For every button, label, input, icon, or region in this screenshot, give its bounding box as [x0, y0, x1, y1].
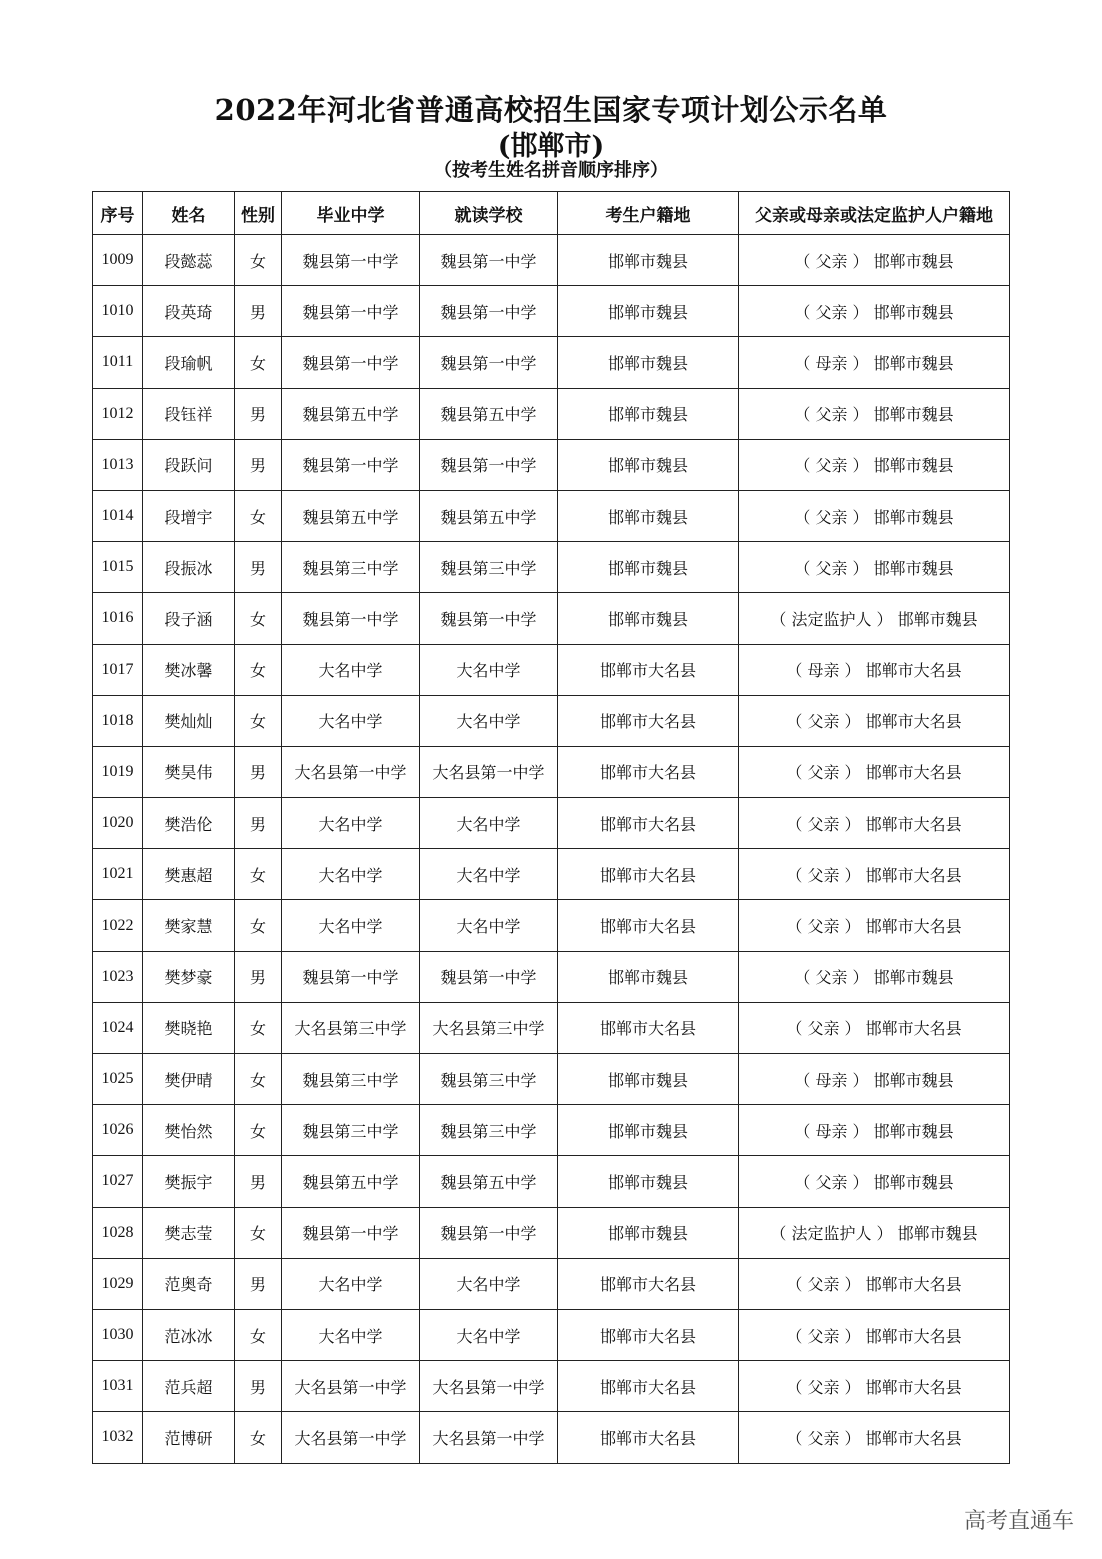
column-header: 考生户籍地	[558, 192, 739, 235]
graduation-school-cell: 魏县第一中学	[282, 235, 420, 286]
serial-cell: 1015	[93, 542, 143, 593]
guardian-registration-cell: （ 父亲 ） 邯郸市魏县	[739, 235, 1010, 286]
graduation-school-cell: 魏县第一中学	[282, 951, 420, 1002]
gender-cell: 男	[235, 1361, 282, 1412]
name-cell: 段钰祥	[143, 388, 235, 439]
household-registration-cell: 邯郸市魏县	[558, 388, 739, 439]
current-school-cell: 魏县第三中学	[420, 542, 558, 593]
table-row	[93, 1002, 1010, 1053]
column-header: 性别	[235, 192, 282, 235]
household-registration-cell: 邯郸市大名县	[558, 1361, 739, 1412]
guardian-registration-cell: （ 母亲 ） 邯郸市魏县	[739, 337, 1010, 388]
household-registration-cell: 邯郸市大名县	[558, 644, 739, 695]
gender-cell: 男	[235, 798, 282, 849]
serial-cell: 1027	[93, 1156, 143, 1207]
table-row	[93, 951, 1010, 1002]
gender-cell: 女	[235, 1207, 282, 1258]
column-header: 毕业中学	[282, 192, 420, 235]
serial-cell: 1016	[93, 593, 143, 644]
graduation-school-cell: 魏县第一中学	[282, 439, 420, 490]
guardian-registration-cell: （ 父亲 ） 邯郸市魏县	[739, 439, 1010, 490]
column-header: 序号	[93, 192, 143, 235]
serial-cell: 1012	[93, 388, 143, 439]
graduation-school-cell: 大名中学	[282, 849, 420, 900]
serial-cell: 1030	[93, 1309, 143, 1360]
name-cell: 樊灿灿	[143, 695, 235, 746]
serial-cell: 1017	[93, 644, 143, 695]
current-school-cell: 魏县第三中学	[420, 1105, 558, 1156]
household-registration-cell: 邯郸市魏县	[558, 235, 739, 286]
gender-cell: 男	[235, 1258, 282, 1309]
table-row	[93, 849, 1010, 900]
table-row	[93, 439, 1010, 490]
table-row	[93, 746, 1010, 797]
household-registration-cell: 邯郸市大名县	[558, 695, 739, 746]
household-registration-cell: 邯郸市魏县	[558, 542, 739, 593]
graduation-school-cell: 魏县第一中学	[282, 1207, 420, 1258]
name-cell: 樊怡然	[143, 1105, 235, 1156]
guardian-registration-cell: （ 父亲 ） 邯郸市大名县	[739, 1412, 1010, 1463]
serial-cell: 1019	[93, 746, 143, 797]
current-school-cell: 大名县第一中学	[420, 746, 558, 797]
name-cell: 樊惠超	[143, 849, 235, 900]
current-school-cell: 大名中学	[420, 1309, 558, 1360]
gender-cell: 男	[235, 542, 282, 593]
table-row	[93, 337, 1010, 388]
graduation-school-cell: 大名县第三中学	[282, 1002, 420, 1053]
table-row	[93, 490, 1010, 541]
graduation-school-cell: 大名中学	[282, 1258, 420, 1309]
current-school-cell: 魏县第一中学	[420, 235, 558, 286]
name-cell: 段英琦	[143, 286, 235, 337]
household-registration-cell: 邯郸市魏县	[558, 1105, 739, 1156]
table-row	[93, 1258, 1010, 1309]
gender-cell: 男	[235, 388, 282, 439]
graduation-school-cell: 大名中学	[282, 695, 420, 746]
serial-cell: 1024	[93, 1002, 143, 1053]
guardian-registration-cell: （ 父亲 ） 邯郸市大名县	[739, 1258, 1010, 1309]
guardian-registration-cell: （ 父亲 ） 邯郸市大名县	[739, 695, 1010, 746]
gender-cell: 男	[235, 746, 282, 797]
gender-cell: 女	[235, 1412, 282, 1463]
household-registration-cell: 邯郸市大名县	[558, 798, 739, 849]
watermark-text: 高考直通车	[963, 1509, 1074, 1534]
table-row	[93, 542, 1010, 593]
gender-cell: 女	[235, 1309, 282, 1360]
gender-cell: 男	[235, 286, 282, 337]
current-school-cell: 大名中学	[420, 644, 558, 695]
guardian-registration-cell: （ 母亲 ） 邯郸市大名县	[739, 644, 1010, 695]
household-registration-cell: 邯郸市大名县	[558, 1309, 739, 1360]
household-registration-cell: 邯郸市魏县	[558, 1054, 739, 1105]
current-school-cell: 魏县第五中学	[420, 1156, 558, 1207]
graduation-school-cell: 魏县第三中学	[282, 1054, 420, 1105]
name-cell: 段振冰	[143, 542, 235, 593]
column-header: 就读学校	[420, 192, 558, 235]
graduation-school-cell: 大名县第一中学	[282, 1412, 420, 1463]
gender-cell: 女	[235, 593, 282, 644]
name-cell: 樊浩伦	[143, 798, 235, 849]
graduation-school-cell: 魏县第一中学	[282, 286, 420, 337]
name-cell: 段增宇	[143, 490, 235, 541]
table-row	[93, 1105, 1010, 1156]
current-school-cell: 魏县第一中学	[420, 593, 558, 644]
gender-cell: 女	[235, 235, 282, 286]
name-cell: 樊家慧	[143, 900, 235, 951]
serial-cell: 1028	[93, 1207, 143, 1258]
current-school-cell: 大名中学	[420, 798, 558, 849]
guardian-registration-cell: （ 父亲 ） 邯郸市大名县	[739, 1002, 1010, 1053]
guardian-registration-cell: （ 父亲 ） 邯郸市大名县	[739, 900, 1010, 951]
graduation-school-cell: 魏县第一中学	[282, 337, 420, 388]
graduation-school-cell: 大名中学	[282, 1309, 420, 1360]
guardian-registration-cell: （ 父亲 ） 邯郸市魏县	[739, 388, 1010, 439]
current-school-cell: 大名中学	[420, 695, 558, 746]
name-cell: 樊振宇	[143, 1156, 235, 1207]
table-row	[93, 1207, 1010, 1258]
table-row	[93, 1361, 1010, 1412]
table-row	[93, 388, 1010, 439]
serial-cell: 1013	[93, 439, 143, 490]
current-school-cell: 大名中学	[420, 849, 558, 900]
household-registration-cell: 邯郸市大名县	[558, 1258, 739, 1309]
household-registration-cell: 邯郸市魏县	[558, 286, 739, 337]
serial-cell: 1021	[93, 849, 143, 900]
guardian-registration-cell: （ 父亲 ） 邯郸市魏县	[739, 951, 1010, 1002]
serial-cell: 1009	[93, 235, 143, 286]
table-row	[93, 900, 1010, 951]
name-cell: 樊志莹	[143, 1207, 235, 1258]
name-cell: 樊冰馨	[143, 644, 235, 695]
guardian-registration-cell: （ 父亲 ） 邯郸市大名县	[739, 1361, 1010, 1412]
household-registration-cell: 邯郸市魏县	[558, 490, 739, 541]
current-school-cell: 魏县第一中学	[420, 286, 558, 337]
household-registration-cell: 邯郸市大名县	[558, 1412, 739, 1463]
column-header: 姓名	[143, 192, 235, 235]
guardian-registration-cell: （ 母亲 ） 邯郸市魏县	[739, 1105, 1010, 1156]
name-cell: 段跃问	[143, 439, 235, 490]
name-cell: 樊昊伟	[143, 746, 235, 797]
gender-cell: 女	[235, 1002, 282, 1053]
current-school-cell: 大名县第三中学	[420, 1002, 558, 1053]
table-row	[93, 235, 1010, 286]
name-cell: 樊梦豪	[143, 951, 235, 1002]
household-registration-cell: 邯郸市魏县	[558, 1207, 739, 1258]
table-row	[93, 798, 1010, 849]
guardian-registration-cell: （ 父亲 ） 邯郸市大名县	[739, 746, 1010, 797]
guardian-registration-cell: （ 父亲 ） 邯郸市魏县	[739, 1156, 1010, 1207]
graduation-school-cell: 魏县第一中学	[282, 593, 420, 644]
graduation-school-cell: 魏县第五中学	[282, 388, 420, 439]
name-cell: 樊晓艳	[143, 1002, 235, 1053]
guardian-registration-cell: （ 父亲 ） 邯郸市魏县	[739, 286, 1010, 337]
serial-cell: 1022	[93, 900, 143, 951]
current-school-cell: 大名中学	[420, 900, 558, 951]
current-school-cell: 魏县第一中学	[420, 439, 558, 490]
gender-cell: 女	[235, 337, 282, 388]
current-school-cell: 魏县第五中学	[420, 490, 558, 541]
graduation-school-cell: 魏县第三中学	[282, 1105, 420, 1156]
name-cell: 樊伊晴	[143, 1054, 235, 1105]
current-school-cell: 魏县第五中学	[420, 388, 558, 439]
serial-cell: 1010	[93, 286, 143, 337]
current-school-cell: 魏县第一中学	[420, 337, 558, 388]
table-row	[93, 1054, 1010, 1105]
household-registration-cell: 邯郸市魏县	[558, 1156, 739, 1207]
household-registration-cell: 邯郸市魏县	[558, 439, 739, 490]
serial-cell: 1020	[93, 798, 143, 849]
guardian-registration-cell: （ 母亲 ） 邯郸市魏县	[739, 1054, 1010, 1105]
name-cell: 范冰冰	[143, 1309, 235, 1360]
serial-cell: 1018	[93, 695, 143, 746]
current-school-cell: 魏县第一中学	[420, 951, 558, 1002]
graduation-school-cell: 大名中学	[282, 900, 420, 951]
graduation-school-cell: 大名县第一中学	[282, 1361, 420, 1412]
gender-cell: 男	[235, 1156, 282, 1207]
graduation-school-cell: 魏县第五中学	[282, 490, 420, 541]
page-title: 2022年河北省普通高校招生国家专项计划公示名单	[214, 93, 888, 127]
graduation-school-cell: 魏县第三中学	[282, 542, 420, 593]
gender-cell: 男	[235, 439, 282, 490]
serial-cell: 1025	[93, 1054, 143, 1105]
graduation-school-cell: 大名县第一中学	[282, 746, 420, 797]
serial-cell: 1014	[93, 490, 143, 541]
serial-cell: 1031	[93, 1361, 143, 1412]
serial-cell: 1029	[93, 1258, 143, 1309]
name-cell: 段懿蕊	[143, 235, 235, 286]
serial-cell: 1011	[93, 337, 143, 388]
current-school-cell: 大名中学	[420, 1258, 558, 1309]
household-registration-cell: 邯郸市大名县	[558, 849, 739, 900]
guardian-registration-cell: （ 父亲 ） 邯郸市魏县	[739, 542, 1010, 593]
name-cell: 段子涵	[143, 593, 235, 644]
guardian-registration-cell: （ 法定监护人 ） 邯郸市魏县	[739, 593, 1010, 644]
gender-cell: 女	[235, 1105, 282, 1156]
household-registration-cell: 邯郸市魏县	[558, 593, 739, 644]
name-cell: 范博研	[143, 1412, 235, 1463]
graduation-school-cell: 大名中学	[282, 798, 420, 849]
household-registration-cell: 邯郸市大名县	[558, 746, 739, 797]
guardian-registration-cell: （ 父亲 ） 邯郸市魏县	[739, 490, 1010, 541]
graduation-school-cell: 魏县第五中学	[282, 1156, 420, 1207]
sort-note: （按考生姓名拼音顺序排序）	[434, 160, 668, 181]
table-row	[93, 1309, 1010, 1360]
roster-table	[92, 191, 1010, 1464]
graduation-school-cell: 大名中学	[282, 644, 420, 695]
current-school-cell: 魏县第一中学	[420, 1207, 558, 1258]
gender-cell: 女	[235, 900, 282, 951]
name-cell: 范兵超	[143, 1361, 235, 1412]
serial-cell: 1026	[93, 1105, 143, 1156]
serial-cell: 1032	[93, 1412, 143, 1463]
household-registration-cell: 邯郸市魏县	[558, 337, 739, 388]
current-school-cell: 魏县第三中学	[420, 1054, 558, 1105]
table-row	[93, 593, 1010, 644]
guardian-registration-cell: （ 法定监护人 ） 邯郸市魏县	[739, 1207, 1010, 1258]
guardian-registration-cell: （ 父亲 ） 邯郸市大名县	[739, 798, 1010, 849]
current-school-cell: 大名县第一中学	[420, 1361, 558, 1412]
gender-cell: 女	[235, 490, 282, 541]
household-registration-cell: 邯郸市大名县	[558, 1002, 739, 1053]
name-cell: 范奥奇	[143, 1258, 235, 1309]
name-cell: 段瑜帆	[143, 337, 235, 388]
header-row	[93, 192, 1010, 235]
city-subtitle: (邯郸市)	[497, 131, 605, 162]
gender-cell: 男	[235, 951, 282, 1002]
household-registration-cell: 邯郸市魏县	[558, 951, 739, 1002]
gender-cell: 女	[235, 1054, 282, 1105]
table-row	[93, 286, 1010, 337]
table-row	[93, 1412, 1010, 1463]
table-row	[93, 1156, 1010, 1207]
guardian-registration-cell: （ 父亲 ） 邯郸市大名县	[739, 849, 1010, 900]
guardian-registration-cell: （ 父亲 ） 邯郸市大名县	[739, 1309, 1010, 1360]
column-header: 父亲或母亲或法定监护人户籍地	[739, 192, 1010, 235]
table-row	[93, 695, 1010, 746]
current-school-cell: 大名县第一中学	[420, 1412, 558, 1463]
gender-cell: 女	[235, 849, 282, 900]
serial-cell: 1023	[93, 951, 143, 1002]
gender-cell: 女	[235, 695, 282, 746]
gender-cell: 女	[235, 644, 282, 695]
household-registration-cell: 邯郸市大名县	[558, 900, 739, 951]
table-row	[93, 644, 1010, 695]
